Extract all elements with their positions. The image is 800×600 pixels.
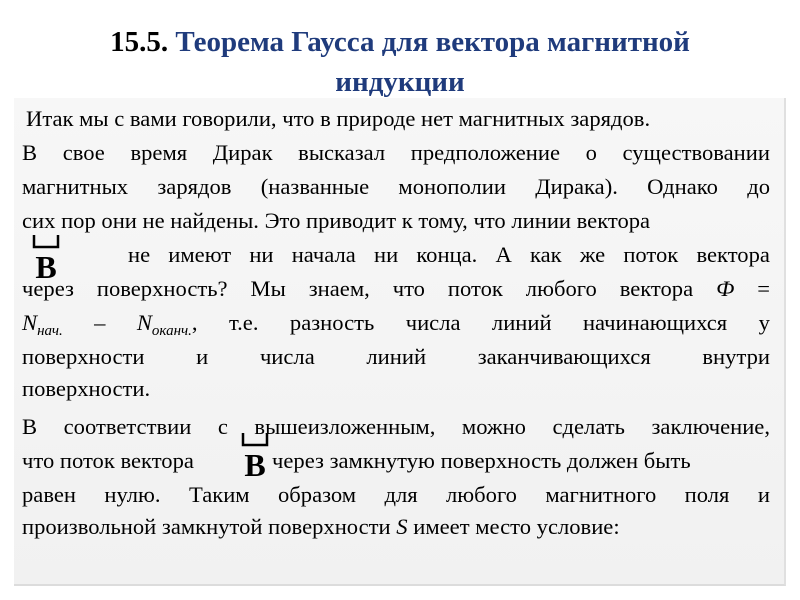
word: линий xyxy=(491,310,552,335)
p1-line-1: Итак мы с вами говорили, что в природе нет магнитных зарядов. xyxy=(26,106,651,131)
page-title xyxy=(0,22,800,102)
word: образом xyxy=(278,482,357,507)
word: же xyxy=(579,242,606,267)
word: числа xyxy=(259,344,315,369)
word: начала xyxy=(291,242,356,267)
n-symbol-2: N xyxy=(136,310,152,335)
word: В xyxy=(22,414,38,439)
word: А xyxy=(495,242,512,267)
p1-line-2 xyxy=(22,138,770,168)
minus-sign: – xyxy=(94,310,106,335)
word: вектора xyxy=(696,242,770,267)
word: и xyxy=(757,482,770,507)
p2-line-1 xyxy=(22,412,770,442)
p2-line-2-a: что поток вектора xyxy=(22,448,194,473)
word: Таким xyxy=(188,482,250,507)
word: Дирака). xyxy=(535,174,618,199)
n-sub-end: оканч. xyxy=(151,323,192,339)
p2-line-4-a: произвольной замкнутой поверхности xyxy=(22,514,391,539)
word: ни xyxy=(249,242,274,267)
word: разность xyxy=(289,310,375,335)
n-sub-start: нач. xyxy=(37,323,63,339)
word: свое xyxy=(62,140,105,165)
vector-b-icon-2 xyxy=(235,430,275,480)
word: предположение xyxy=(410,140,561,165)
word: время xyxy=(130,140,188,165)
surface-symbol: S xyxy=(396,514,408,539)
word: не xyxy=(128,242,151,267)
p1-line-7: $N_{нач.}$ – $N_{оканч.}$, т.е. разность числа линий начинающихся у xyxy=(22,310,770,339)
word: = xyxy=(757,276,770,301)
word: имеют xyxy=(168,242,232,267)
section-number: 15.5. xyxy=(110,26,169,58)
word: равен xyxy=(22,482,76,507)
word: начинающихся xyxy=(582,310,728,335)
p1-line-4: сих пор они не найдены. Это приводит к тому, что линии вектора xyxy=(22,208,651,233)
vector-b-letter: B xyxy=(35,249,57,282)
word: с xyxy=(217,414,228,439)
word: поток xyxy=(623,242,679,267)
word: и xyxy=(196,344,209,369)
word: поверхность? xyxy=(96,276,228,301)
p1-line-9: поверхности. xyxy=(22,376,151,401)
word: сделать xyxy=(552,414,625,439)
word: поля xyxy=(684,482,730,507)
word: как xyxy=(530,242,562,267)
word: В xyxy=(22,140,38,165)
word: зарядов xyxy=(157,174,232,199)
word: до xyxy=(747,174,770,199)
p1-line-5 xyxy=(128,240,770,270)
word: любого xyxy=(446,482,517,507)
word: заключение, xyxy=(651,414,770,439)
word: Мы xyxy=(250,276,286,301)
word: числа xyxy=(405,310,461,335)
word: через xyxy=(22,276,74,301)
word: о xyxy=(585,140,597,165)
word: внутри xyxy=(702,344,770,369)
word: поверхности xyxy=(22,344,145,369)
word: ни xyxy=(373,242,399,267)
word: т.е. xyxy=(228,310,259,335)
n-symbol: N xyxy=(22,310,38,335)
p1-line-8 xyxy=(22,342,770,372)
word: (названные xyxy=(260,174,370,199)
word: Дирак xyxy=(212,140,273,165)
p2-line-4-b: имеет место условие: xyxy=(413,514,620,539)
word: у xyxy=(758,310,770,335)
vector-b-letter-2: B xyxy=(244,447,266,480)
word: Ф xyxy=(716,276,735,301)
word: вектора xyxy=(619,276,694,301)
title-line-1: Теорема Гаусса для вектора магнитной xyxy=(175,26,690,58)
word: можно xyxy=(461,414,526,439)
word: Однако xyxy=(647,174,718,199)
word: поток xyxy=(447,276,503,301)
word: высказал xyxy=(298,140,386,165)
word: конца. xyxy=(416,242,478,267)
word: любого xyxy=(525,276,597,301)
word: вышеизложенным, xyxy=(254,414,436,439)
p2-line-2-b: через замкнутую поверхность должен быть xyxy=(272,448,691,473)
word: магнитного xyxy=(545,482,657,507)
word: линий xyxy=(366,344,427,369)
p1-line-6 xyxy=(22,274,770,304)
word: магнитных xyxy=(22,174,129,199)
word: что xyxy=(392,276,425,301)
vector-b-icon xyxy=(26,232,66,282)
word: заканчивающихся xyxy=(477,344,651,369)
word: знаем, xyxy=(308,276,370,301)
word: существовании xyxy=(622,140,770,165)
p1-line-3 xyxy=(22,172,770,202)
title-line-2: индукции xyxy=(335,66,465,98)
word: для xyxy=(384,482,418,507)
word: нулю. xyxy=(104,482,161,507)
word: монополии xyxy=(398,174,506,199)
word: соответствии xyxy=(63,414,192,439)
p2-line-4 xyxy=(22,512,620,542)
p2-line-3 xyxy=(22,480,770,510)
